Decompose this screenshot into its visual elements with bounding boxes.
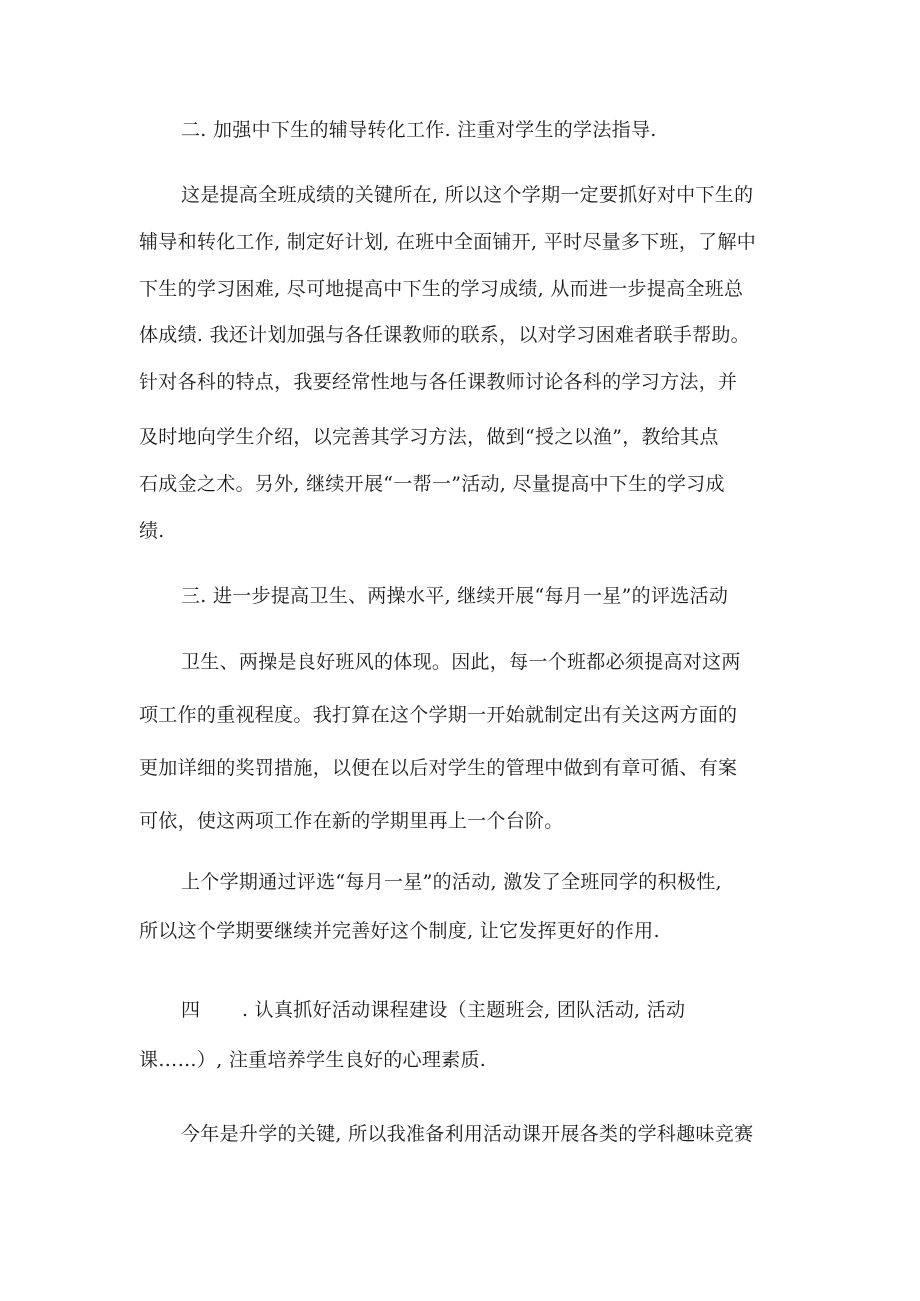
paragraph-line: 辅导和转化工作, 制定好计划, 在班中全面铺开, 平时尽量多下班，了解中 (139, 231, 757, 253)
section-heading-number: 四 (181, 999, 201, 1021)
paragraph-line: 石成金之术。另外, 继续开展“一帮一”活动, 尽量提高中下生的学习成 (139, 473, 725, 495)
section-heading: . 认真抓好活动课程建设（主题班会, 团队活动, 活动 (242, 999, 686, 1021)
paragraph-line: 这是提高全班成绩的关键所在, 所以这个学期一定要抓好对中下生的 (181, 184, 754, 206)
section-heading: 三. 进一步提高卫生、两操水平, 继续开展“每月一星”的评选活动 (181, 585, 729, 607)
paragraph-line: 上个学期通过评选“每月一星”的活动, 激发了全班同学的积极性, (181, 871, 722, 893)
paragraph-line: 项工作的重视程度。我打算在这个学期一开始就制定出有关这两方面的 (139, 704, 738, 726)
paragraph-line: 针对各科的特点，我要经常性地与各任课教师讨论各科的学习方法，并 (139, 371, 738, 393)
paragraph-line: 更加详细的奖罚措施，以便在以后对学生的管理中做到有章可循、有案 (139, 757, 738, 779)
paragraph-line: 可依，使这两项工作在新的学期里再上一个台阶。 (139, 810, 564, 832)
paragraph-line: 今年是升学的关键, 所以我准备利用活动课开展各类的学科趣味竞赛 (181, 1123, 754, 1145)
paragraph-line: 下生的学习困难, 尽可地提高中下生的学习成绩, 从而进一步提高全班总 (139, 278, 744, 300)
paragraph-line: 及时地向学生介绍，以完善其学习方法，做到“授之以渔”，教给其点 (139, 426, 719, 448)
paragraph-line: 体成绩. 我还计划加强与各任课教师的联系，以对学习困难者联手帮助。 (139, 324, 750, 346)
paragraph-line: 绩. (139, 520, 165, 542)
section-heading-continuation: 课……）, 注重培养学生良好的心理素质. (139, 1049, 487, 1071)
paragraph-line: 所以这个学期要继续并完善好这个制度, 让它发挥更好的作用. (139, 920, 660, 942)
paragraph-line: 卫生、两操是良好班风的体现。因此，每一个班都必须提高对这两 (181, 651, 741, 673)
section-heading: 二. 加强中下生的辅导转化工作. 注重对学生的学法指导. (181, 119, 657, 141)
